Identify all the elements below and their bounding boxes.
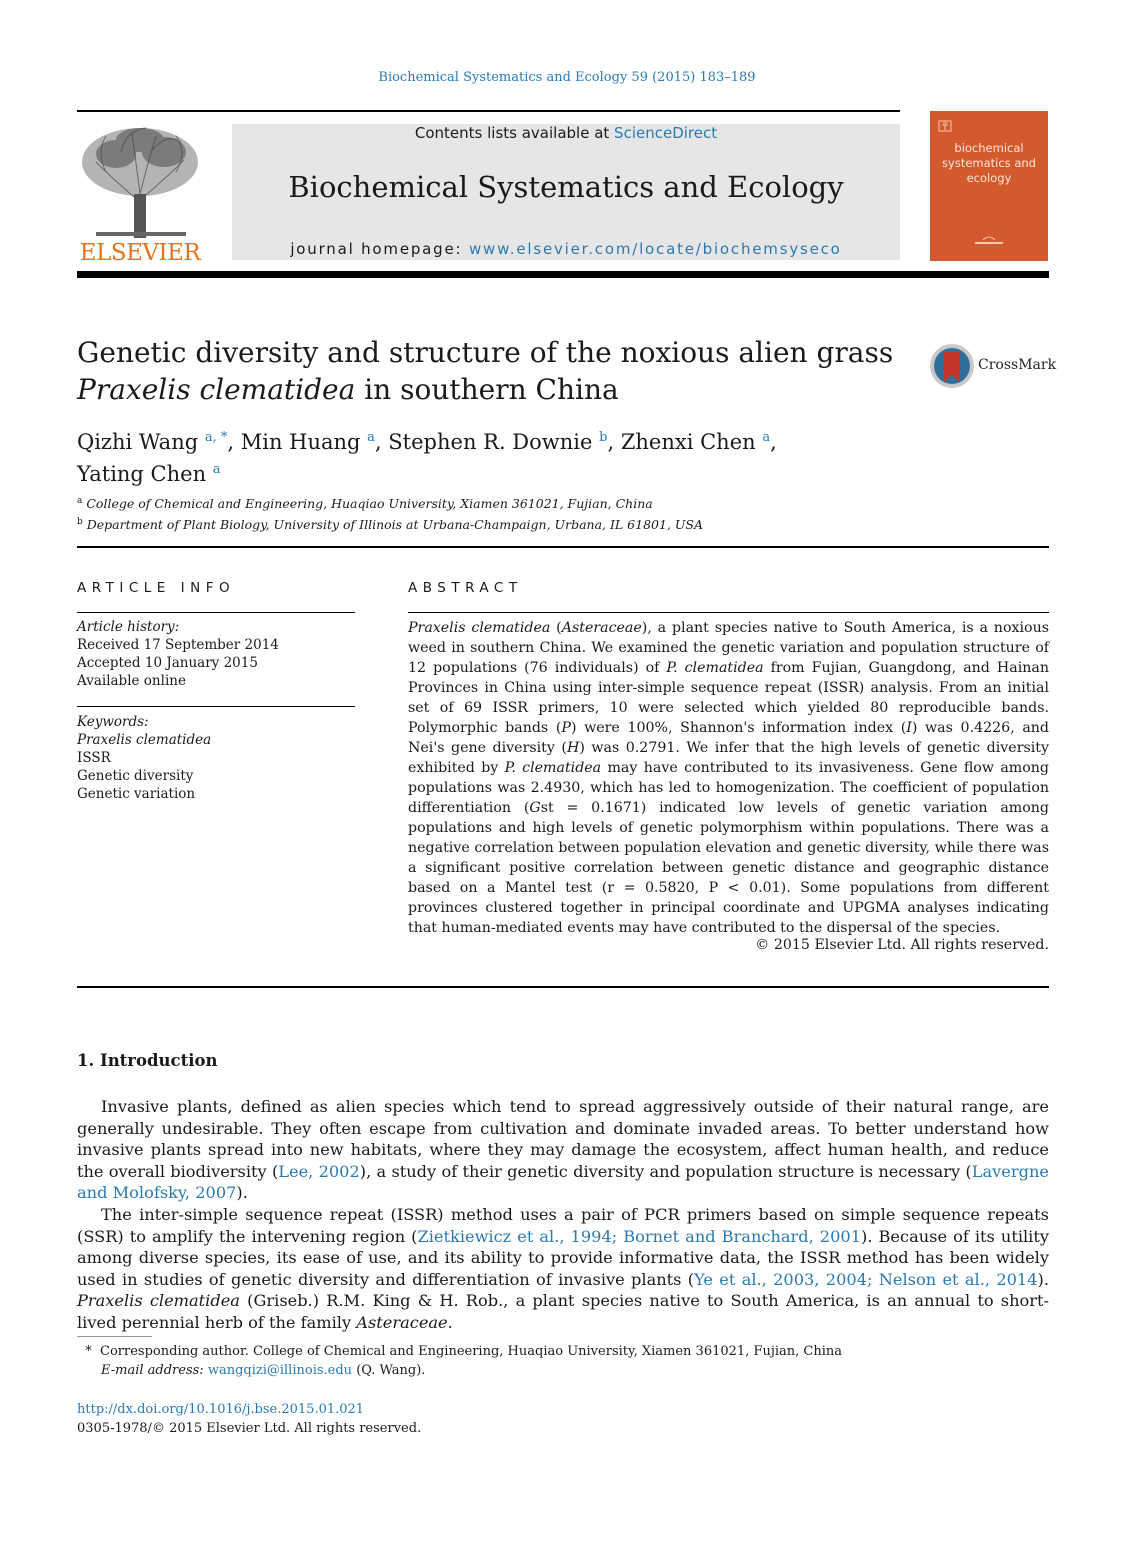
- affiliations: [77, 492, 877, 534]
- keyword-item: Genetic diversity: [77, 768, 194, 784]
- intro-text: ).: [236, 1183, 248, 1203]
- homepage-link[interactable]: www.elsevier.com/locate/biochemsyseco: [468, 240, 842, 258]
- citation-link[interactable]: Zietkiewicz et al., 1994; Bornet and Branchard, 2001: [417, 1226, 862, 1246]
- affiliation-text: College of Chemical and Engineering, Huaqiao University, Xiamen 361021, Fujian, China: [86, 496, 653, 512]
- elsevier-tree-icon: [76, 122, 204, 240]
- author-name[interactable]: Qizhi Wang: [77, 430, 199, 454]
- journal-title: Biochemical Systematics and Ecology: [288, 170, 844, 204]
- crossmark-badge[interactable]: [928, 342, 1057, 390]
- abstract-symbol: P: [561, 720, 571, 736]
- keyword-item: ISSR: [77, 750, 111, 766]
- affiliation-a: [77, 492, 877, 513]
- author-list: [77, 424, 837, 488]
- abstract-rule: [408, 612, 1049, 613]
- section-heading-introduction: 1. Introduction: [77, 1051, 218, 1070]
- contents-prefix: Contents lists available at: [414, 124, 615, 142]
- citation-link[interactable]: Lavergne and Molofsky, 2007: [77, 1161, 1049, 1203]
- author-name[interactable]: Zhenxi Chen: [620, 430, 756, 454]
- article-history: [77, 618, 355, 690]
- article-info-heading: ARTICLE INFO: [77, 580, 236, 596]
- contents-line: [232, 124, 900, 142]
- footnote-rule: [77, 1336, 152, 1337]
- header-thick-rule: [77, 271, 1049, 278]
- abstract-text: ) was 0.2791. We infer that the high levels of genetic diversity exhibited by: [408, 740, 1050, 776]
- homepage-line: [232, 240, 900, 258]
- intro-text: ). Because of its utility among diverse species, its ease of use, and its ability to provide informative data, the ISSR method has been widely used in studies of genetic diversity and differentiation of invasive plants (: [77, 1226, 1050, 1289]
- history-label: Article history:: [77, 619, 180, 635]
- history-accepted: Accepted 10 January 2015: [77, 655, 258, 671]
- author-separator: ,: [374, 430, 389, 454]
- issn-copyright: 0305-1978/© 2015 Elsevier Ltd. All rights reserved.: [77, 1421, 422, 1436]
- author-separator: ,: [607, 430, 621, 454]
- abstract-species: Praxelis clematidea: [408, 620, 551, 636]
- author-name[interactable]: Stephen R. Downie: [388, 430, 593, 454]
- title-line1: Genetic diversity and structure of the noxious alien grass: [77, 336, 894, 369]
- abstract-text: may have contributed to its invasiveness. Gene flow among populations was 2.4930, which has led to homogenization. The coefficient of population differentiation (: [408, 760, 1049, 816]
- header-top-rule: [77, 110, 900, 112]
- abstract-text: from Fujian, Guangdong, and Hainan Provinces in China using inter-simple sequence repeat (ISSR) analysis. From an initial set of 69 ISSR primers, 10 were selected which yielded 80 reproducible bands. Polymorphic bands (: [408, 660, 1049, 736]
- author-affiliation-mark[interactable]: a: [212, 462, 221, 477]
- corresponding-author-footnote: [77, 1342, 1049, 1380]
- abstract-species-short: P. clematidea: [504, 760, 602, 776]
- intro-text: .: [447, 1312, 453, 1332]
- author-affiliation-mark[interactable]: a: [762, 430, 771, 445]
- author-separator: ,: [227, 430, 241, 454]
- footnote-mark: *: [85, 1344, 92, 1359]
- abstract-symbol: I: [906, 720, 912, 736]
- introduction-body: [77, 1096, 1049, 1334]
- abstract-symbol: G: [529, 800, 541, 816]
- journal-header-box: [232, 124, 900, 260]
- cover-title: biochemical systematics and ecology: [942, 141, 1036, 185]
- crossmark-icon: [928, 342, 976, 390]
- email-link[interactable]: wangqizi@illinois.edu: [207, 1363, 353, 1378]
- history-received: Received 17 September 2014: [77, 637, 279, 653]
- article-info-rule: [77, 612, 355, 613]
- cover-elsevier-icon: [938, 119, 952, 133]
- affiliation-text: Department of Plant Biology, University of Illinois at Urbana-Champaign, Urbana, IL 61801, USA: [86, 517, 704, 533]
- intro-species: Praxelis clematidea: [77, 1291, 240, 1311]
- intro-paragraph-2: [77, 1204, 1049, 1334]
- intro-text: The inter-simple sequence repeat (ISSR) method uses a pair of PCR primers based on simple sequence repeats (SSR) to amplify the intervening region (: [77, 1204, 1049, 1246]
- author-name[interactable]: Yating Chen: [77, 462, 207, 486]
- keywords-label: Keywords:: [77, 714, 149, 730]
- affiliation-mark: b: [77, 517, 83, 528]
- elsevier-wordmark: ELSEVIER: [79, 240, 201, 266]
- author-name[interactable]: Min Huang: [240, 430, 361, 454]
- author-affiliation-mark[interactable]: b: [599, 430, 608, 445]
- footnote-line: [77, 1342, 1049, 1361]
- homepage-prefix: journal homepage:: [290, 240, 469, 258]
- cover-sciencedirect-icon: [969, 233, 1009, 247]
- abstract-text: ), a plant species native to South America, is a noxious weed in southern China. We examined the genetic variation and population structure of 12 populations (76 individuals) of: [408, 620, 1049, 676]
- email-suffix: (Q. Wang).: [352, 1363, 426, 1378]
- author-affiliation-mark[interactable]: a, *: [204, 430, 228, 445]
- email-label: E-mail address:: [101, 1363, 208, 1378]
- abstract-copyright: © 2015 Elsevier Ltd. All rights reserved.: [755, 937, 1049, 953]
- intro-text: Invasive plants, defined as alien species which tend to spread aggressively outside of their natural range, are generally undesirable. They often escape from cultivation and dominate invaded areas. To better understand how invasive plants spread into new habitats, where they may damage the ecosystem, affect human health, and reduce the overall biodiversity (: [77, 1097, 1049, 1181]
- doi-link[interactable]: http://dx.doi.org/10.1016/j.bse.2015.01.021: [77, 1402, 365, 1417]
- journal-reference[interactable]: Biochemical Systematics and Ecology 59 (2015) 183–189: [378, 70, 756, 85]
- doi-block: [77, 1400, 677, 1438]
- citation-link[interactable]: Lee, 2002: [278, 1161, 360, 1181]
- abstract-species-short: P. clematidea: [666, 660, 764, 676]
- abstract-text: st = 0.1671) indicated low levels of genetic variation among populations and high levels of genetic polymorphism within populations. There was a negative correlation between population elevation and genetic diversity, while there was a significant positive correlation between genetic distance and geographic distance based on a Mantel test (r = 0.5820, P < 0.01). Some populations from different provinces clustered together in principal coordinate and UPGMA analyses indicating that human-mediated events may have contributed to the dispersal of the species.: [408, 800, 1049, 936]
- abstract-text: ) were 100%, Shannon's information index (: [570, 720, 907, 736]
- sciencedirect-link[interactable]: ScienceDirect: [614, 124, 718, 142]
- affiliation-mark: a: [77, 496, 83, 506]
- abstract-symbol: H: [566, 740, 580, 756]
- title-rest: in southern China: [355, 373, 619, 406]
- journal-cover[interactable]: [930, 111, 1048, 261]
- abstract-body: Praxelis clematidea (Asteraceae), a plant species native to South America, is a noxious weed in southern China. We examined the genetic variation and population structure of 12 populations (76 individuals) of P. clematidea from Fujian, Guangdong, and Hainan Provinces in China using inter-simple sequence repeat (ISSR) analysis. From an initial set of 69 ISSR primers, 10 were selected which yielded 80 reproducible bands. Polymorphic bands (P) were 100%, Shannon's information index (I) was 0.4226, and Nei's gene diversity (H) was 0.2791. We infer that the high levels of genetic diversity exhibited by P. clematidea may have contributed to its invasiveness. Gene flow among populations was 2.4930, which has led to homogenization. The coefficient of population differentiation (Gst = 0.1671) indicated low levels of genetic variation among populations and high levels of genetic polymorphism within populations. There was a negative correlation between population elevation and genetic diversity, while there was a significant positive correlation between genetic distance and geographic distance based on a Mantel test (r = 0.5820, P < 0.01). Some populations from different provinces clustered together in principal coordinate and UPGMA analyses indicating that human-mediated events may have contributed to the dispersal of the species.: [408, 620, 1050, 936]
- keyword-item: Praxelis clematidea: [77, 732, 212, 748]
- history-online: Available online: [77, 673, 186, 689]
- affiliation-rule: [77, 546, 1049, 548]
- author-separator: ,: [770, 430, 777, 454]
- intro-text: (Griseb.) R.M. King & H. Rob., a plant species native to South America, is an annual to short-lived perennial herb of the family: [77, 1291, 1049, 1332]
- abstract-text: ) was 0.4226, and Nei's gene diversity (: [408, 720, 1050, 756]
- email-line: [77, 1361, 1049, 1380]
- article-title: [77, 334, 897, 408]
- keywords: [77, 713, 355, 803]
- elsevier-logo: [76, 122, 204, 264]
- intro-text: ), a study of their genetic diversity and population structure is necessary (: [359, 1161, 972, 1181]
- abstract-end-rule: [77, 986, 1049, 988]
- affiliation-b: [77, 513, 877, 534]
- intro-text: ).: [1037, 1269, 1049, 1289]
- keywords-rule: [77, 706, 355, 707]
- abstract-family: Asteraceae: [561, 620, 642, 636]
- intro-paragraph-1: [77, 1096, 1049, 1204]
- footnote-text: Corresponding author. College of Chemical and Engineering, Huaqiao University, Xiamen 361021, Fujian, China: [100, 1344, 843, 1359]
- crossmark-label: CrossMark: [978, 357, 1057, 373]
- author-affiliation-mark[interactable]: a: [367, 430, 375, 445]
- intro-family: Asteraceae: [356, 1312, 448, 1332]
- abstract-heading: ABSTRACT: [408, 580, 523, 596]
- title-species: Praxelis clematidea: [77, 373, 356, 406]
- citation-link[interactable]: Ye et al., 2003, 2004; Nelson et al., 2014: [694, 1269, 1038, 1289]
- keyword-item: Genetic variation: [77, 786, 196, 802]
